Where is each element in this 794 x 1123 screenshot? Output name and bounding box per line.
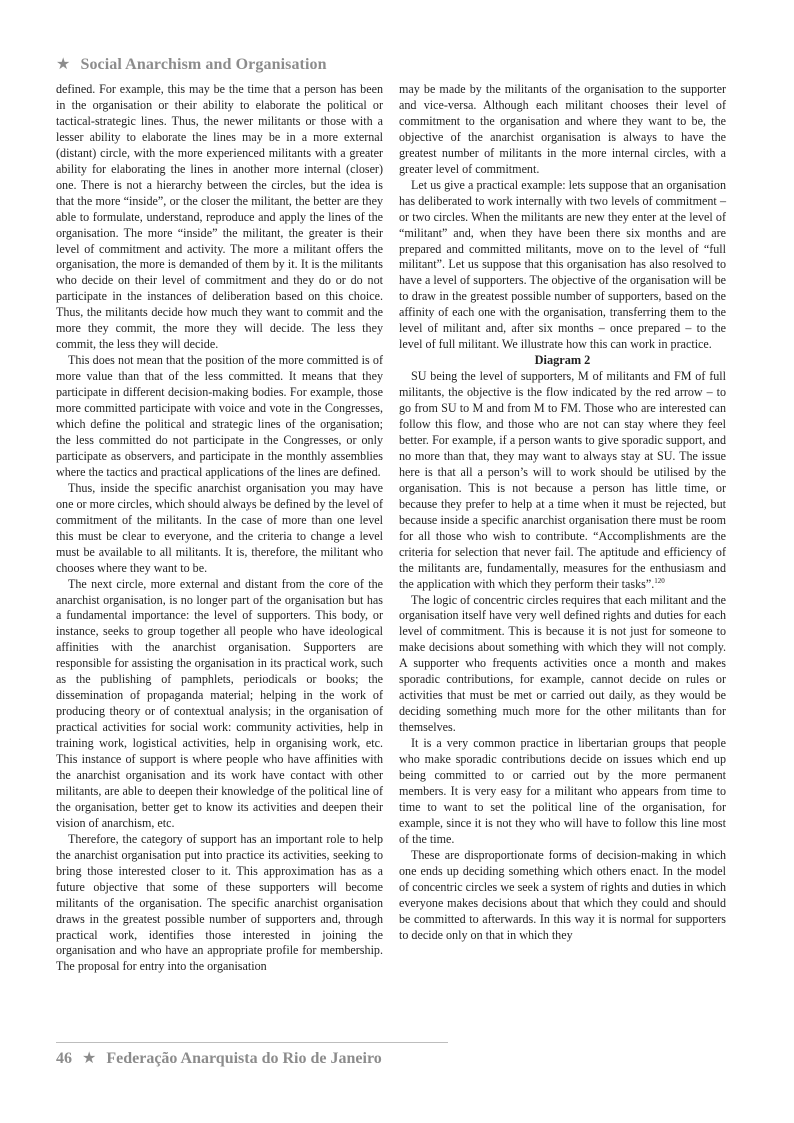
star-icon: ★ [82,1050,97,1067]
footnote-reference[interactable]: 120 [654,576,665,585]
paragraph: The next circle, more external and distant from the core of the anarchist organisation, is no longer part of the organisation but has a fundamental importance: the level of supporters. This body, or instance, seeks to group together all people who have ideological affinities with the anarchist organisation. Supporters are responsible for assisting the organisation in its practical work, such as the publishing of pamphlets, periodicals or books; the dissemination of propaganda material; helping in the work of producing theory or of contextual analysis; in the organisation of practical activities for social work: community activities, help in training work, logistical activities, help in organising work, etc. This instance of support is where people who have affinities with the anarchist organisation and its work have contact with other militants, are able to deepen their knowledge of the political line of the organisation, better get to know its activities and deepen their vision of anarchism, etc. [56,576,383,830]
paragraph: Let us give a practical example: lets suppose that an organisation has deliberated to work internally with two levels of commitment – or two circles. When the militants are new they enter at the level of “militant” and, when they have been there six months and are prepared and committed militants, move on to the level of “full militant”. Let us suppose that this organisation has also resolved to have a level of supporters. The objective of the organisation will be to draw in the greatest possible number of supporters, based on the affinity of each one with the organisation, transferring them to the level of militant and, after six months – once prepared – to the level of full militant. We illustrate how this can work in practice. [399,177,726,352]
running-header [56,54,327,74]
right-column [399,82,726,943]
paragraph: It is a very common practice in libertarian groups that people who make sporadic contributions decide on issues which end up being committed to or carried out by the more permanent members. It is very easy for a militant who appears from time to time to want to set the political line of the organisation, for example, since it is not they who will have to follow this line most of the time. [399,736,726,846]
paragraph: defined. For example, this may be the time that a person has been in the organisation or their ability to elaborate the political or tactical-strategic lines. Thus, the newer militants or those with a lesser ability to elaborate the lines may be in a more external (distant) circle, with the more experienced militants with a greater ability for elaborating the lines in another more internal (closer) one. There is not a hierarchy between the circles, but the idea is that the more “inside”, or the closer the militant, the better are they able to formulate, understand, reproduce and apply the lines of the organisation. The more “inside” the militant, the greater is their level of commitment and activity. The more a militant offers the organisation, the more is demanded of them by it. It is the militants who decide on their level of commitment and they do or do not participate in the instances of deliberation based on this choice. Thus, the militants decide how much they want to commit and the more they commit, the more they will decide. The less they commit, the less they will decide. [56,82,383,352]
book-title: Social Anarchism and Organisation [80,56,327,73]
paragraph: may be made by the militants of the organisation to the supporter and vice-versa. Although each militant chooses their level of commitment to the organisation and where they want to be, the objective of the anarchist organisation is always to have the greatest number of militants in the more internal circles, with a greater level of commitment. [399,82,726,176]
publisher-name: Federação Anarquista do Rio de Janeiro [106,1050,382,1067]
left-column [56,82,383,975]
paragraph: Therefore, the category of support has an important role to help the anarchist organisation put into practice its activities, seeking to bring those interested closer to it. This approximation has as a future objective that some of these supporters will become militants of the organisation. The specific anarchist organisation draws in the greatest possible number of supporters and, through practical work, identifies those interested in joining the organisation and who have an appropriate profile for membership. The proposal for entry into the organisation [56,831,383,974]
diagram-title: Diagram 2 [534,353,591,368]
paragraph [399,369,726,592]
paragraph: The logic of concentric circles requires that each militant and the organisation itself have very well defined rights and duties for each level of commitment. This is because it is not just for someone to make decisions about something with which they will not comply. A supporter who frequents activities once a month and makes sporadic contributions, for example, cannot decide on rules or activities that must be met or carried out daily, as they would be deciding something much more for the other militants than for themselves. [399,592,726,735]
paragraph: This does not mean that the position of the more committed is of more value than that of the less committed. It means that they participate in different decision-making bodies. For example, those more committed participate with voice and vote in the Congresses, which define the political and strategic lines of the organisation; the less committed do not participate in the Congresses, or only participate as observers, and participate in the monthly assemblies where the tactics and practical applications of the lines are defined. [56,353,383,479]
running-footer [56,1048,382,1068]
page-number: 46 [56,1050,72,1067]
footer-divider [56,1042,448,1043]
paragraph: These are disproportionate forms of decision-making in which one ends up deciding something which others enact. In the model of concentric circles we seek a system of rights and duties in which everyone makes decisions about that which they could and should be committed to afterwards. In this way it is normal for supporters to decide only on that in which they [399,847,726,942]
star-icon: ★ [56,56,71,73]
paragraph: Thus, inside the specific anarchist organisation you may have one or more circles, which should always be defined by the level of commitment of the militants. In the case of more than one level this must be clear to everyone, and the criteria to change a level must be available to all militants. It is, therefore, the militant who chooses where they want to be. [56,480,383,575]
diagram-paragraph-text: SU being the level of supporters, M of militants and FM of full militants, the objective is the flow indicated by the red arrow – to go from SU to M and from M to FM. Those who are interested can follow this flow, and those who are not can stay where they feel better. For example, if a person wants to give sporadic support, and no more than that, they may want to always stay at SU. The issue here is that all a person’s will to work should be utilised by the organisation. This is not because a person has little time, or because they prefer to help at a time when it must be rejected, but because inside a specific anarchist organisation there must be room for all those who wish to contribute. “Accomplishments are the criteria for selection that never fail. The aptitude and efficiency of the militants are, fundamentally, measures for the enthusiasm and the application with which they perform their tasks”. [399,369,726,591]
